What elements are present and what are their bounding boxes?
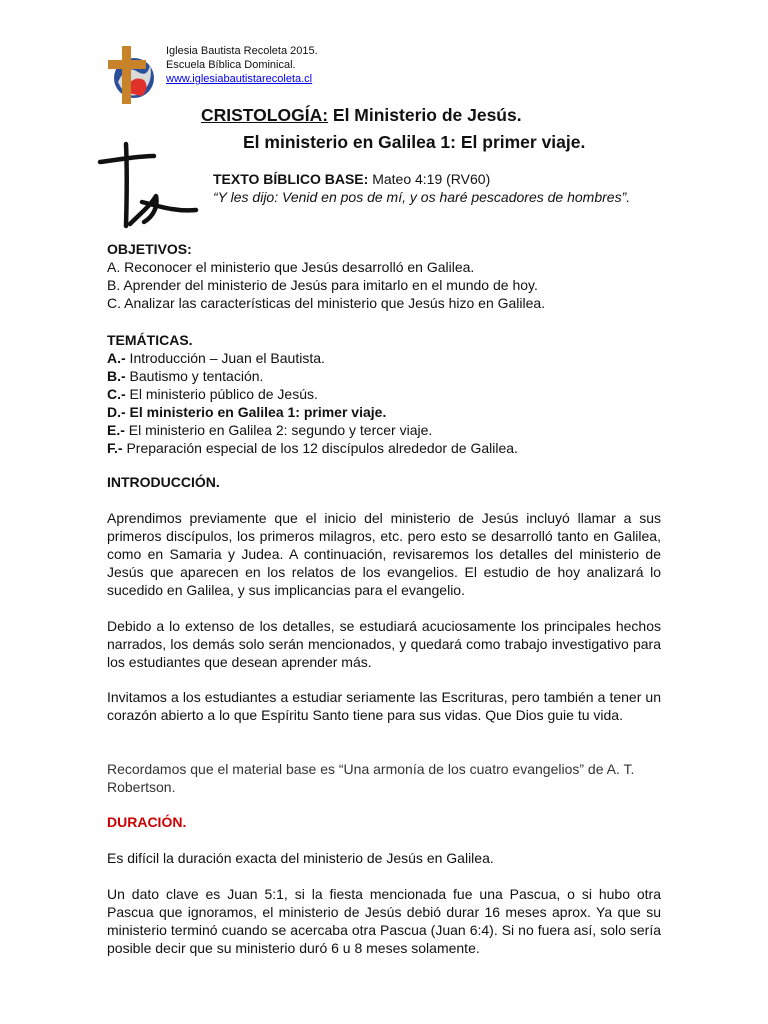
intro-heading: INTRODUCCIÓN. (107, 474, 220, 490)
page-title (201, 105, 522, 126)
church-name: Iglesia Bautista Recoleta 2015. (166, 45, 318, 57)
objective-item: C. Analizar las características del ministerio que Jesús hizo en Galilea. (107, 295, 546, 311)
topic-item (107, 421, 661, 439)
objectives-section (107, 240, 661, 312)
topic-letter: C.- (107, 386, 126, 402)
topic-item (107, 439, 661, 457)
base-text-quote: “Y les dijo: Venid en pos de mí, y os haré pescadores de hombres”. (213, 189, 631, 205)
topic-letter: A.- (107, 350, 126, 366)
hand-drawn-cross-icon (96, 136, 200, 240)
topic-item (107, 349, 661, 367)
topic-letter: B.- (107, 368, 126, 384)
intro-paragraph-1: Aprendimos previamente que el inicio del ministerio de Jesús incluyó llamar a sus primeros discípulos, los primeros milagros, etc. pero esto se desarrolló tanto en Galilea, como en Samaria y Judea. A continuación, revisaremos los detalles del ministerio de Jesús que aparecen en los relatos de los evangelios. El estudio de hoy analizará lo sucedido en Galilea, y sus implicancias para el evangelio. (107, 510, 661, 598)
topic-text: El ministerio público de Jesús. (125, 386, 318, 402)
objective-item: A. Reconocer el ministerio que Jesús desarrolló en Galilea. (107, 259, 475, 275)
topic-item (107, 385, 661, 403)
base-text-ref: Mateo 4:19 (RV60) (368, 171, 491, 187)
topic-text: El ministerio en Galilea 1: primer viaje. (125, 404, 387, 420)
topic-letter: E.- (107, 422, 125, 438)
intro-paragraph-2: Debido a lo extenso de los detalles, se estudiará acuciosamente los principales hechos narrados, los demás solo serán mencionados, y quedará como trabajo investigativo para los estudiantes que desean aprender más. (107, 618, 661, 670)
intro-paragraph-4: Recordamos que el material base es “Una armonía de los cuatro evangelios” de A. T. Robertson. (107, 761, 635, 795)
intro-paragraph-3: Invitamos a los estudiantes a estudiar seriamente las Escrituras, pero también a tener un corazón abierto a lo que Espíritu Santo tiene para sus vidas. Que Dios guie tu vida. (107, 689, 661, 723)
topic-letter: D.- (107, 404, 126, 420)
base-text-line (213, 171, 490, 187)
topic-text: El ministerio en Galilea 2: segundo y tercer viaje. (124, 422, 433, 438)
page-subtitle: El ministerio en Galilea 1: El primer viaje. (243, 132, 586, 152)
header-block (166, 44, 318, 86)
topic-item (107, 403, 661, 421)
topics-heading: TEMÁTICAS. (107, 332, 193, 348)
topic-text: Preparación especial de los 12 discípulos alrededor de Galilea. (122, 440, 518, 456)
topic-item (107, 367, 661, 385)
topic-letter: F.- (107, 440, 123, 456)
duration-heading: DURACIÓN. (107, 814, 187, 830)
topic-text: Introducción – Juan el Bautista. (125, 350, 325, 366)
title-rest: El Ministerio de Jesús. (328, 105, 522, 125)
title-prefix: CRISTOLOGÍA: (201, 105, 329, 125)
church-cross-logo-icon (104, 44, 162, 106)
school-name: Escuela Bíblica Dominical. (166, 59, 296, 71)
website-link[interactable]: www.iglesiabautistarecoleta.cl (166, 73, 313, 85)
base-text-label: TEXTO BÍBLICO BASE: (213, 171, 369, 187)
topic-text: Bautismo y tentación. (125, 368, 264, 384)
objective-item: B. Aprender del ministerio de Jesús para imitarlo en el mundo de hoy. (107, 277, 538, 293)
duration-paragraph-1: Es difícil la duración exacta del ministerio de Jesús en Galilea. (107, 850, 494, 866)
objectives-heading: OBJETIVOS: (107, 241, 192, 257)
duration-paragraph-2: Un dato clave es Juan 5:1, si la fiesta mencionada fue una Pascua, o si hubo otra Pascua que ignoramos, el ministerio de Jesús debió durar 16 meses aprox. Ya que su ministerio terminó cuando se acercaba otra Pascua (Juan 6:4). Si no fuera así, solo sería posible decir que su ministerio duró 6 u 8 meses solamente. (107, 886, 661, 956)
topics-section (107, 331, 661, 457)
